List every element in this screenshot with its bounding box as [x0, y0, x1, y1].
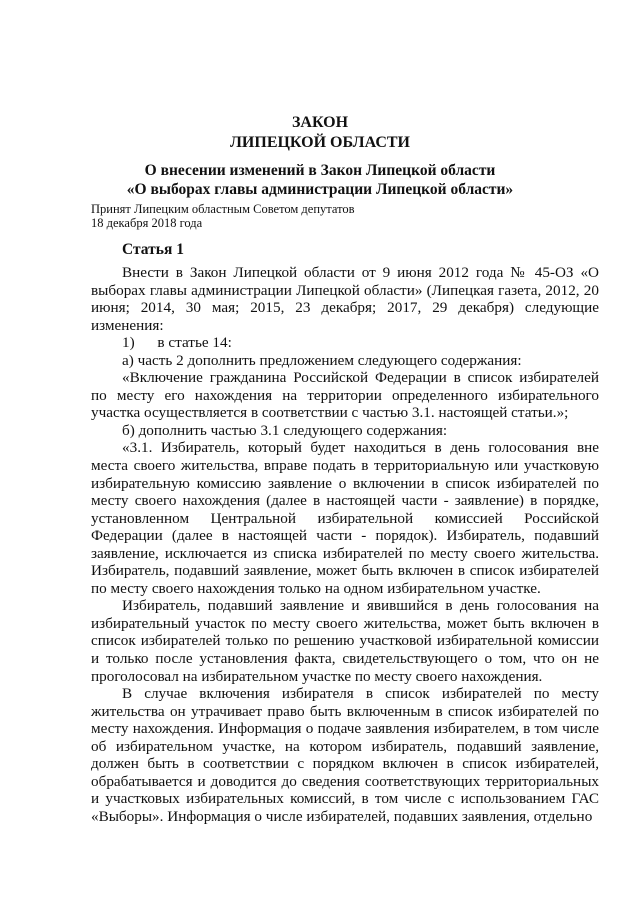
paragraph-quote-1: «Включение гражданина Российской Федерации в список избирателей по месту его нахождения на территории определенного избирательного участка осуществляется в соответствии с частью 3.1. настоящей статьи.»;: [91, 369, 599, 422]
paragraph-intro: Внести в Закон Липецкой области от 9 июня 2012 года № 45-ОЗ «О выборах главы администрации Липецкой области» (Липецкая газета, 2012, 20 июня; 2014, 30 мая; 2015, 23 декабря; 2017, 29 декабря) следующие изменения:: [91, 264, 599, 334]
adoption-date: 18 декабря 2018 года: [91, 216, 203, 230]
article-body: [91, 264, 599, 826]
paragraph-quote-3-1: «3.1. Избиратель, который будет находиться в день голосования вне места своего жительства, вправе подать в территориальную или участковую избирательную комиссию заявление о включении в список избирателей по месту своего нахождения (далее в настоящей части - заявление) в порядке, установленном Центральной избирательной комиссией Российской Федерации (далее в настоящей части - порядок). Избиратель, подавший заявление, исключается из списка избирателей по месту своего жительства. Избиратель, подавший заявление, может быть включен в список избирателей по месту своего нахождения только на одном избирательном участке.: [91, 439, 599, 597]
adoption-body: Принят Липецким областным Советом депутатов: [91, 202, 355, 216]
paragraph-voter-inclusion: В случае включения избирателя в список избирателей по месту жительства он утрачивает право быть включенным в список избирателей по месту нахождения. Информация о подаче заявления избирателем, в том числе об избирательном участке, на котором избиратель, подавший заявление, должен быть в соответствии с порядком включен в список избирателей, обрабатывается и доводится до сведения соответствующих территориальных и участковых избирательных комиссий, в том числе с использованием ГАС «Выборы». Информация о числе избирателей, подавших заявления, отдельно: [91, 685, 599, 825]
paragraph-item-b: б) дополнить частью 3.1 следующего содержания:: [122, 421, 448, 439]
document-subject-line-1: О внесении изменений в Закон Липецкой области: [144, 162, 496, 179]
document-type-heading: ЗАКОН: [291, 114, 349, 131]
paragraph-item-1: 1) в статье 14:: [122, 334, 232, 352]
article-heading: Статья 1: [122, 241, 184, 258]
document-region-heading: ЛИПЕЦКОЙ ОБЛАСТИ: [230, 134, 410, 151]
paragraph-voter-appeared: Избиратель, подавший заявление и явившийся в день голосования на избирательный участок по месту своего жительства, может быть включен в список избирателей только по решению участковой избирательной комиссии и только после установления факта, свидетельствующего о том, что он не проголосовал на избирательном участке по месту своего нахождения.: [91, 597, 599, 685]
document-subject-line-2: «О выборах главы администрации Липецкой области»: [126, 181, 514, 198]
paragraph-item-a: а) часть 2 дополнить предложением следующего содержания:: [122, 351, 522, 369]
